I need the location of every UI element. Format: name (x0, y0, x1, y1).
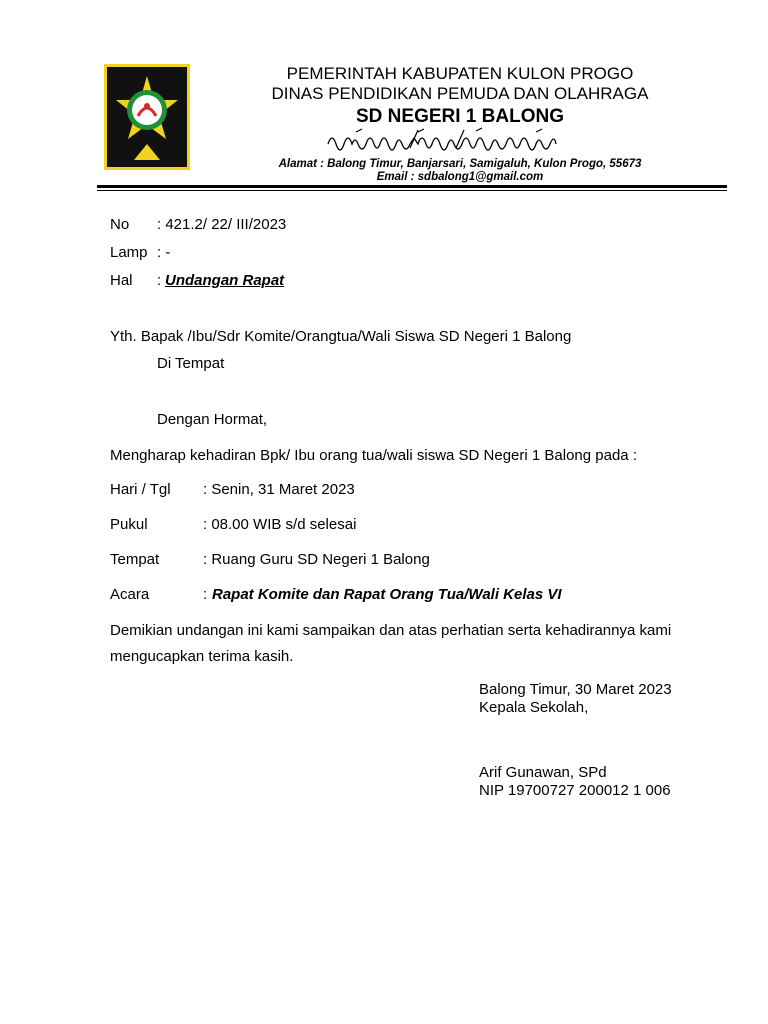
closing-line-1: Demikian undangan ini kami sampaikan dan atas perhatian serta kehadirannya kami (110, 622, 672, 639)
letterhead-contact (230, 158, 690, 184)
detail-value-time: : 08.00 WIB s/d selesai (203, 516, 357, 533)
signature-nip: NIP 19700727 200012 1 006 (479, 782, 671, 799)
detail-colon-agenda: : (203, 586, 208, 603)
detail-value-day: : Senin, 31 Maret 2023 (203, 481, 355, 498)
closing-line-2: mengucapkan terima kasih. (110, 648, 294, 665)
letterhead-rule-thin (97, 190, 727, 191)
no-value: : 421.2/ 22/ III/2023 (157, 216, 287, 233)
school-logo (104, 64, 190, 170)
hal-label: Hal (110, 272, 133, 289)
letterhead-line2: DINAS PENDIDIKAN PEMUDA DAN OLAHRAGA (271, 84, 649, 103)
signature-place-date: Balong Timur, 30 Maret 2023 (479, 681, 672, 698)
hal-colon: : (157, 272, 162, 289)
greeting: Dengan Hormat, (157, 411, 268, 428)
hal-value: Undangan Rapat (165, 272, 285, 289)
detail-label-place: Tempat (110, 551, 160, 568)
recipient-line: Yth. Bapak /Ibu/Sdr Komite/Orangtua/Wali Siswa SD Negeri 1 Balong (110, 328, 572, 345)
detail-label-day: Hari / Tgl (110, 481, 171, 498)
signature-title: Kepala Sekolah, (479, 699, 589, 716)
letterhead-line1: PEMERINTAH KABUPATEN KULON PROGO (286, 64, 634, 83)
detail-label-time: Pukul (110, 516, 148, 533)
school-name: SD NEGERI 1 BALONG (356, 106, 564, 127)
lamp-label: Lamp (110, 244, 148, 261)
detail-label-agenda: Acara (110, 586, 150, 603)
lamp-value: : - (157, 244, 171, 261)
no-label: No (110, 216, 130, 233)
letterhead-email: Email : sdbalong1@gmail.com (376, 171, 544, 183)
javanese-script-line (326, 126, 594, 154)
letterhead-rule-thick (97, 185, 727, 188)
letterhead-address: Alamat : Balong Timur, Banjarsari, Samigaluh, Kulon Progo, 55673 (278, 158, 642, 170)
logo-inner-circle (132, 95, 162, 125)
signature-name: Arif Gunawan, SPd (479, 764, 607, 781)
letterhead (230, 64, 690, 129)
detail-value-place: : Ruang Guru SD Negeri 1 Balong (203, 551, 430, 568)
logo-dot (144, 103, 150, 109)
detail-value-agenda: Rapat Komite dan Rapat Orang Tua/Wali Kelas VI (212, 586, 562, 603)
intro-text: Mengharap kehadiran Bpk/ Ibu orang tua/wali siswa SD Negeri 1 Balong pada : (110, 447, 637, 464)
recipient-place: Di Tempat (157, 355, 225, 372)
